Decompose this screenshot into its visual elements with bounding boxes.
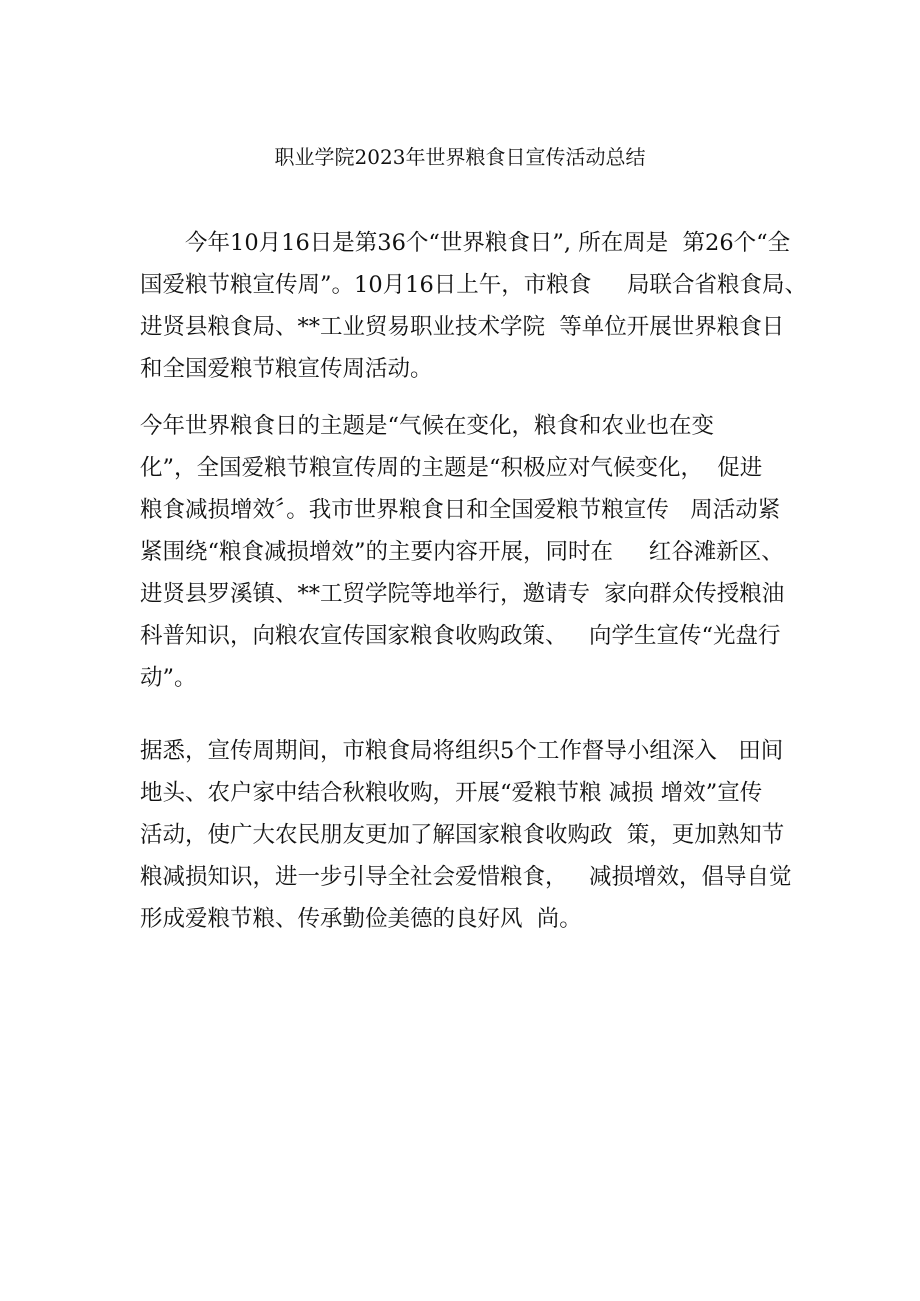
document-title: 职业学院2023年世界粮食日宣传活动总结 (274, 145, 646, 169)
paragraph-2-line-1: 今年世界粮食日的主题是“气候在变化，粮食和农业也在变 (140, 413, 715, 439)
paragraph-2-line-2: 化”，全国爱粮节粮宣传周的主题是“积极应对气候变化， 促进 (140, 455, 763, 481)
paragraph-3-line-1: 据悉，宣传周期间，市粮食局将组织5个工作督导小组深入 田间 (140, 738, 784, 764)
paragraph-2-line-3: 粮食减损增效〞。我市世界粮食日和全国爱粮节粮宣传 周活动紧 (140, 497, 781, 523)
paragraph-2-line-4: 紧围绕“粮食减损增效”的主要内容开展，同时在 红谷滩新区、 (140, 539, 784, 565)
paragraph-3-line-3: 活动，使广大农民朋友更加了解国家粮食收购政 策，更加熟知节 (140, 822, 785, 848)
paragraph-1-line-4: 和全国爱粮节粮宣传周活动。 (140, 356, 433, 382)
paragraph-2-line-7: 动”。 (140, 665, 197, 691)
paragraph-3-line-4: 粮减损知识，进一步引导全社会爱惜粮食， 减损增效，倡导自觉 (140, 864, 792, 890)
paragraph-2-line-5: 进贤县罗溪镇、**工贸学院等地举行，邀请专 家向群众传授粮油 (140, 581, 785, 607)
paragraph-3-line-5: 形成爱粮节粮、传承勤俭美德的良好风 尚。 (140, 906, 582, 932)
paragraph-1-line-3: 进贤县粮食局、**工业贸易职业技术学院 等单位开展世界粮食日 (140, 314, 785, 340)
paragraph-3-line-2: 地头、农户家中结合秋粮收购，开展“爱粮节粮 减损 增效”宣传 (140, 780, 763, 806)
paragraph-2-line-6: 科普知识，向粮农宣传国家粮食收购政策、 向学生宣传“光盘行 (140, 623, 781, 649)
paragraph-1-line-1: 今年10月16日是第36个“世界粮食日”, 所在周是 第26个“全 (140, 230, 791, 256)
paragraph-1-line-2: 国爱粮节粮宣传周”。10月16日上午，市粮食 局联合省粮食局、 (140, 272, 808, 298)
